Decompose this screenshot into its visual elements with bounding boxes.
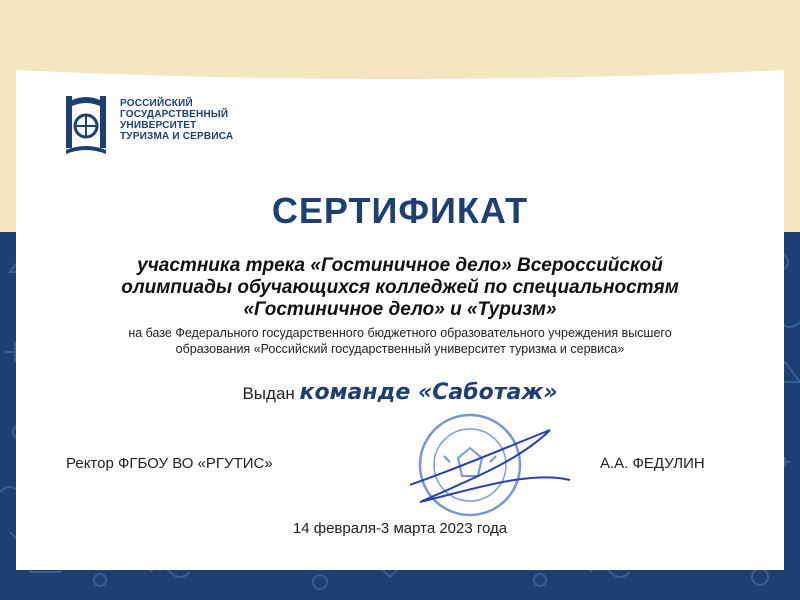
- official-stamp-icon: [410, 410, 580, 520]
- university-line-3: УНИВЕРСИТЕТ: [120, 120, 197, 131]
- university-name: [120, 98, 233, 142]
- subtitle-line-1: участника трека «Гостиничное дело» Всероссийской: [137, 255, 663, 276]
- certificate-date: 14 февраля-3 марта 2023 года: [292, 520, 508, 537]
- certificate-basis: [60, 325, 740, 357]
- university-line-4: ТУРИЗМА И СЕРВИСА: [120, 131, 234, 142]
- university-line-2: ГОСУДАРСТВЕННЫЙ: [120, 109, 229, 120]
- issued-prefix: Выдан: [242, 384, 295, 403]
- subtitle-line-3: «Гостиничное дело» и «Туризм»: [243, 299, 557, 320]
- university-line-1: РОССИЙСКИЙ: [120, 98, 193, 109]
- issued-line: [0, 380, 800, 405]
- basis-line-2: образования «Российский государственный университет туризма и сервиса»: [175, 342, 625, 356]
- basis-line-1: на базе Федерального государственного бюджетного образовательного учреждения высшего: [128, 326, 672, 340]
- rector-title: Ректор ФГБОУ ВО «РГУТИС»: [66, 455, 273, 472]
- rector-name: А.А. ФЕДУЛИН: [600, 455, 705, 472]
- issued-to: команде «Саботаж»: [299, 380, 558, 405]
- subtitle-line-2: олимпиады обучающихся колледжей по специальностям: [121, 277, 679, 298]
- certificate-title: СЕРТИФИКАТ: [271, 190, 529, 231]
- university-logo-icon: [62, 92, 110, 156]
- certificate-subtitle: [60, 255, 740, 321]
